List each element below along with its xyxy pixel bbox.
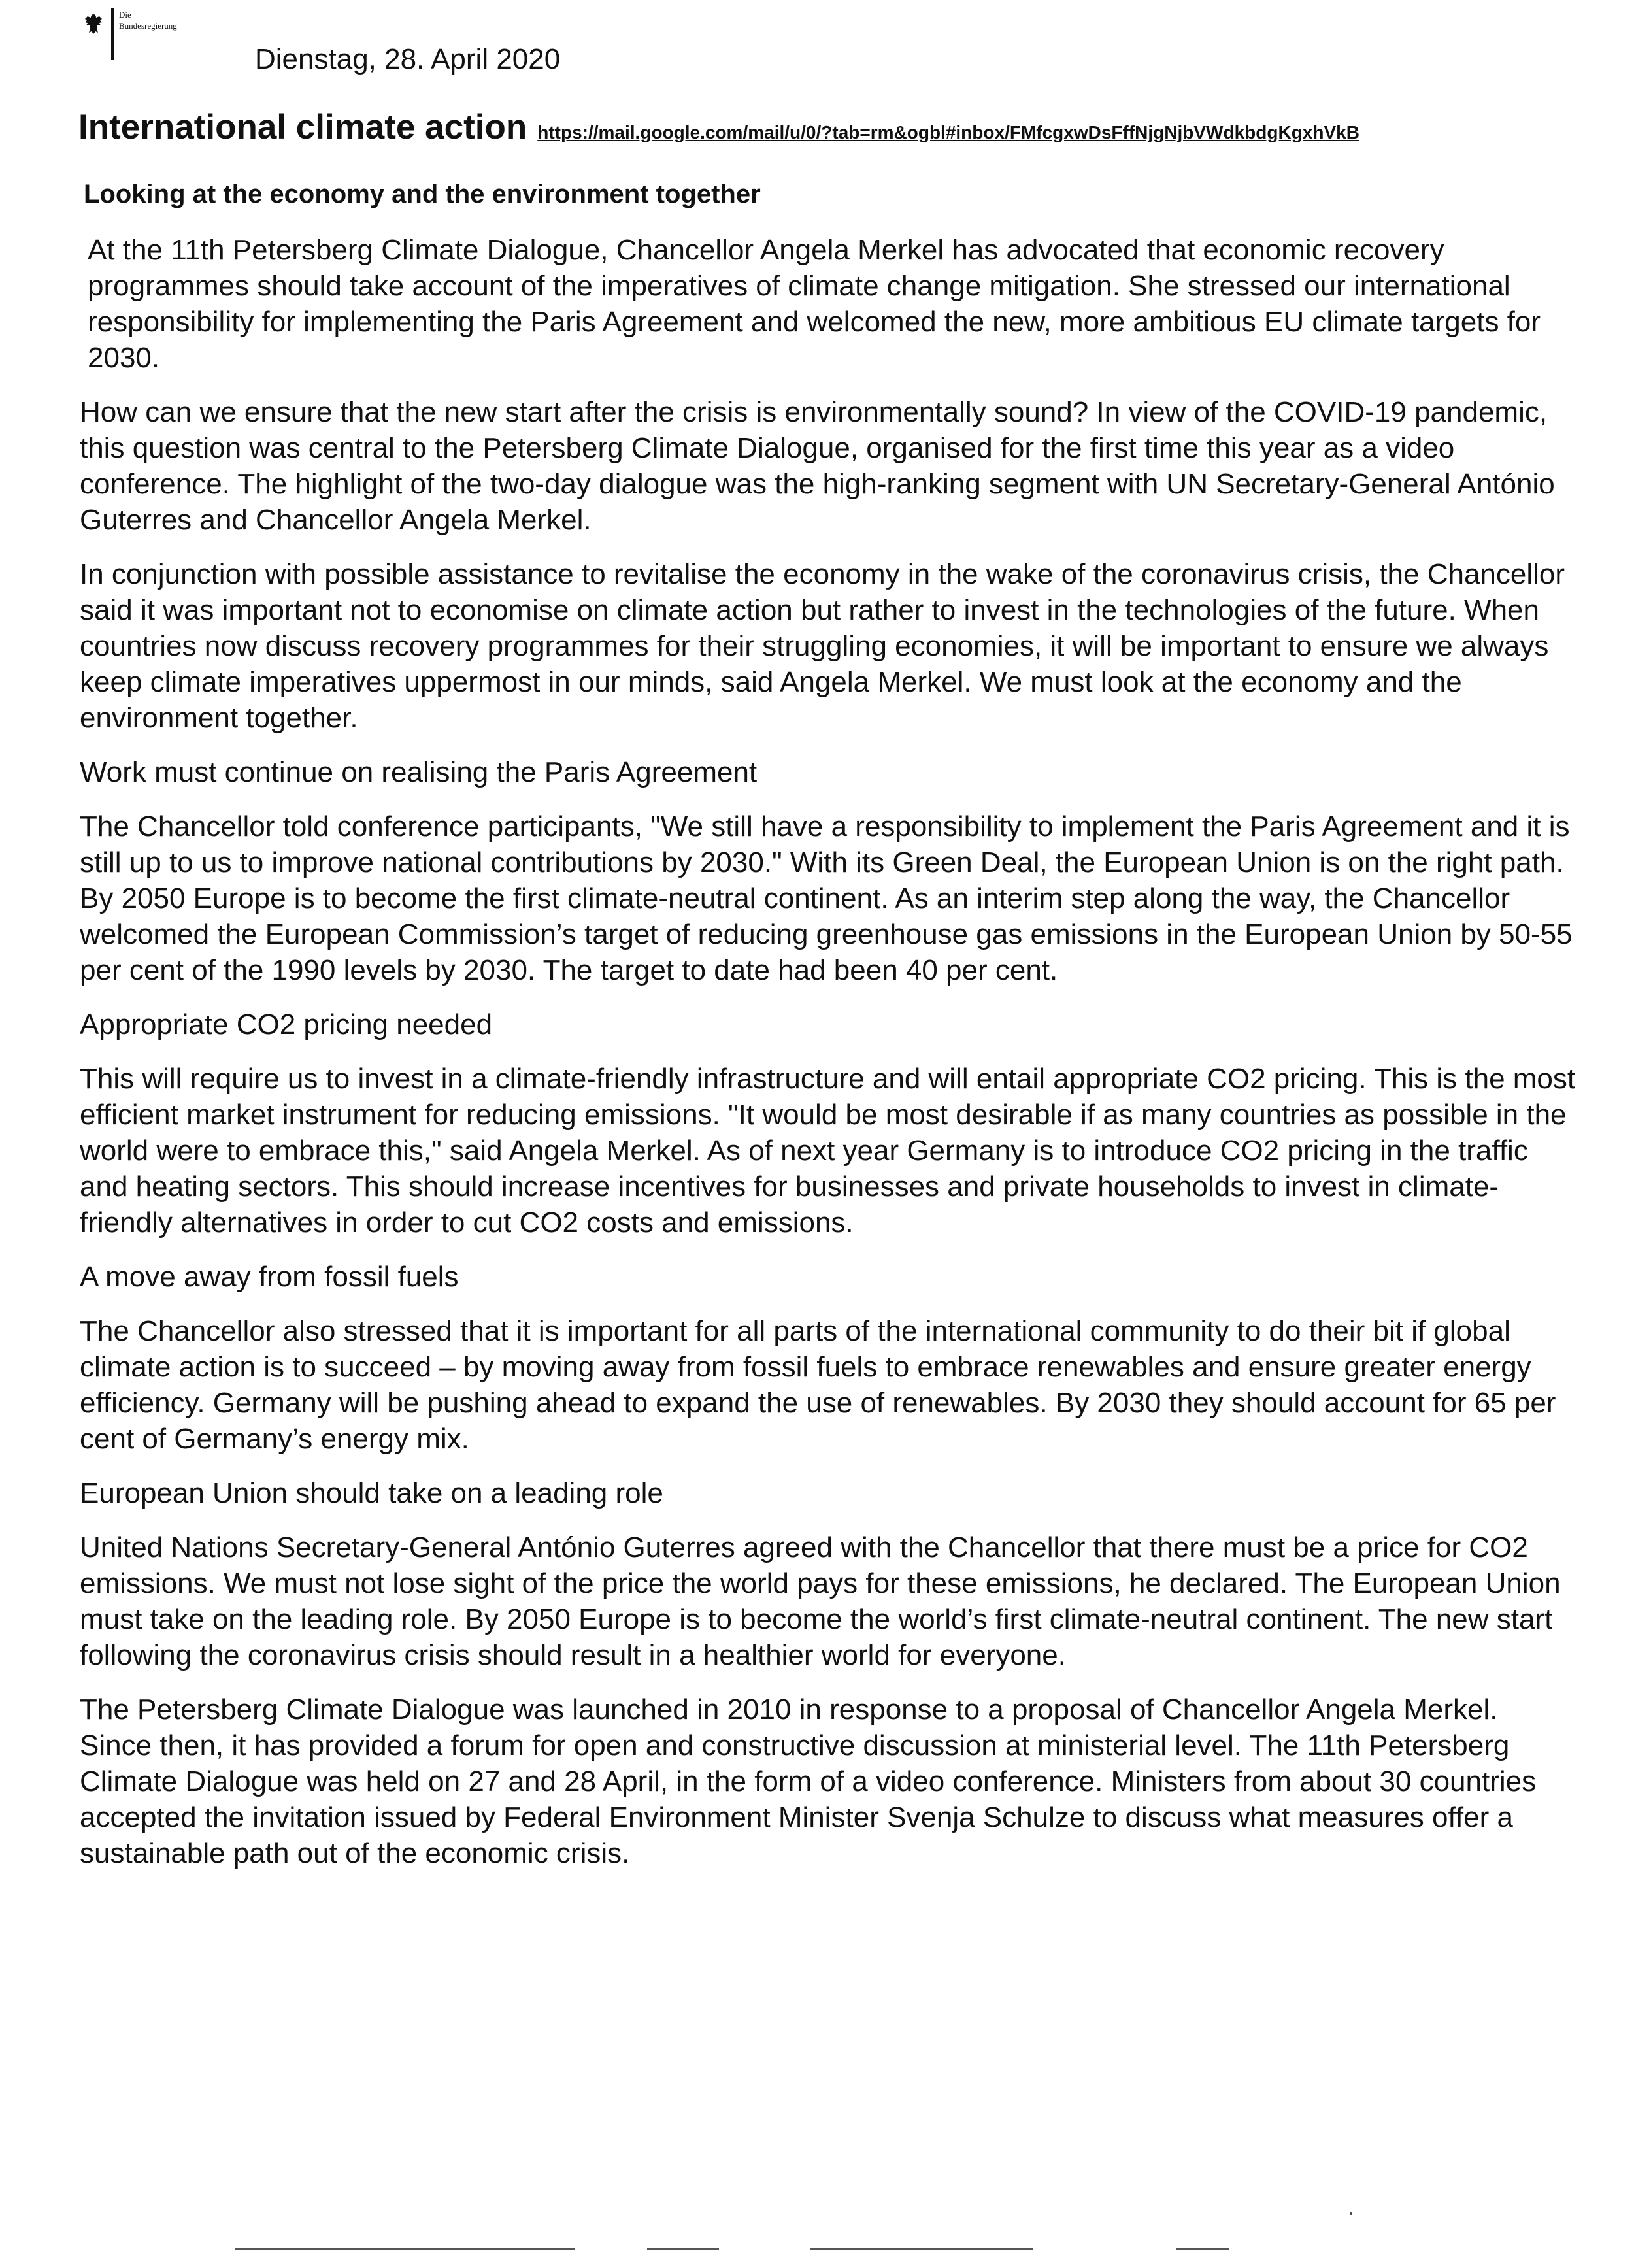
paragraph-6: The Chancellor also stressed that it is important for all parts of the international community to do their bit if global climate action is to succeed – by moving away from fossil fuels to embrace renewables and ensure greater energy efficiency. Germany will be pushing ahead to expand the use of renewables. By 2030 they should account for 65 per cent of Germany’s energy mix. <box>80 1315 1556 1455</box>
scan-line <box>810 2248 1033 2250</box>
section-heading-fossil-fuels: A move away from fossil fuels <box>80 1261 459 1293</box>
scan-line <box>647 2248 719 2250</box>
paragraph-3: In conjunction with possible assistance to revitalise the economy in the wake of the coronavirus crisis, the Chancellor said it was important not to economise on climate action but rather to invest in the technologies of the future. When countries now discuss recovery programmes for their struggling economies, it will be important to ensure we always keep climate imperatives uppermost in our minds, said Angela Merkel. We must look at the economy and the environment together. <box>80 558 1565 734</box>
logo-line-1: Die <box>119 10 131 20</box>
source-url-link[interactable]: https://mail.google.com/mail/u/0/?tab=rm&ogbl#inbox/FMfcgxwDsFffNjgNjbVWdkbdgKgxhVkB <box>537 122 1359 142</box>
section-heading-paris-agreement: Work must continue on realising the Paris Agreement <box>80 756 758 788</box>
paragraph-1: At the 11th Petersberg Climate Dialogue, Chancellor Angela Merkel has advocated that economic recovery programmes should take account of the imperatives of climate change mitigation. She stressed our international responsibility for implementing the Paris Agreement and welcomed the new, more ambitious EU climate targets for 2030. <box>88 234 1541 374</box>
scan-line <box>235 2248 575 2250</box>
government-logo <box>84 8 214 54</box>
paragraph-8: The Petersberg Climate Dialogue was launched in 2010 in response to a proposal of Chancellor Angela Merkel. Since then, it has provided a forum for open and constructive discussion at ministerial level. The 11th Petersberg Climate Dialogue was held on 27 and 28 April, in the form of a video conference. Ministers from about 30 countries accepted the invitation issued by Federal Environment Minister Svenja Schulze to discuss what measures offer a sustainable path out of the economic crisis. <box>80 1693 1537 1869</box>
paragraph-2: How can we ensure that the new start after the crisis is environmentally sound? In view of the COVID-19 pandemic, this question was central to the Petersberg Climate Dialogue, organised for the first time this year as a video conference. The highlight of the two-day dialogue was the high-ranking segment with UN Secretary-General António Guterres and Chancellor Angela Merkel. <box>80 396 1555 536</box>
paragraph-7: United Nations Secretary-General António Guterres agreed with the Chancellor that there must be a price for CO2 emissions. We must not lose sight of the price the world pays for these emissions, he declared. The European Union must take on the leading role. By 2050 Europe is to become the world’s first climate-neutral continent. The new start following the coronavirus crisis should result in a healthier world for everyone. <box>80 1531 1561 1671</box>
paragraph-5: This will require us to invest in a climate-friendly infrastructure and will entail appropriate CO2 pricing. This is the most efficient market instrument for reducing emissions. "It would be most desirable if as many countries as possible in the world were to embrace this," said Angela Merkel. As of next year Germany is to introduce CO2 pricing in the traffic and heating sectors. This should increase incentives for businesses and private households to invest in climate-friendly alternatives in order to cut CO2 costs and emissions. <box>80 1063 1576 1239</box>
page-title: International climate action <box>78 108 527 146</box>
scan-line <box>1176 2248 1229 2250</box>
article-body <box>80 176 1576 1890</box>
title-row <box>78 107 1359 147</box>
logo-line-2: Bundesregierung <box>119 21 177 31</box>
section-heading-co2-pricing: Appropriate CO2 pricing needed <box>80 1009 493 1041</box>
article-subtitle: Looking at the economy and the environment together <box>84 180 761 208</box>
scan-edge-lines <box>131 2248 1569 2252</box>
logo-divider <box>111 8 114 60</box>
scan-artifact <box>1350 2212 1352 2215</box>
document-date: Dienstag, 28. April 2020 <box>255 43 561 75</box>
paragraph-4: The Chancellor told conference participants, "We still have a responsibility to implement the Paris Agreement and it is still up to us to improve national contributions by 2030." With its Green Deal, the European Union is on the right path. By 2050 Europe is to become the first climate-neutral continent. As an interim step along the way, the Chancellor welcomed the European Commission’s target of reducing greenhouse gas emissions in the European Union by 50-55 per cent of the 1990 levels by 2030. The target to date had been 40 per cent. <box>80 810 1573 986</box>
eagle-icon <box>84 13 103 35</box>
section-heading-eu-role: European Union should take on a leading role <box>80 1477 663 1509</box>
logo-text <box>119 9 177 31</box>
